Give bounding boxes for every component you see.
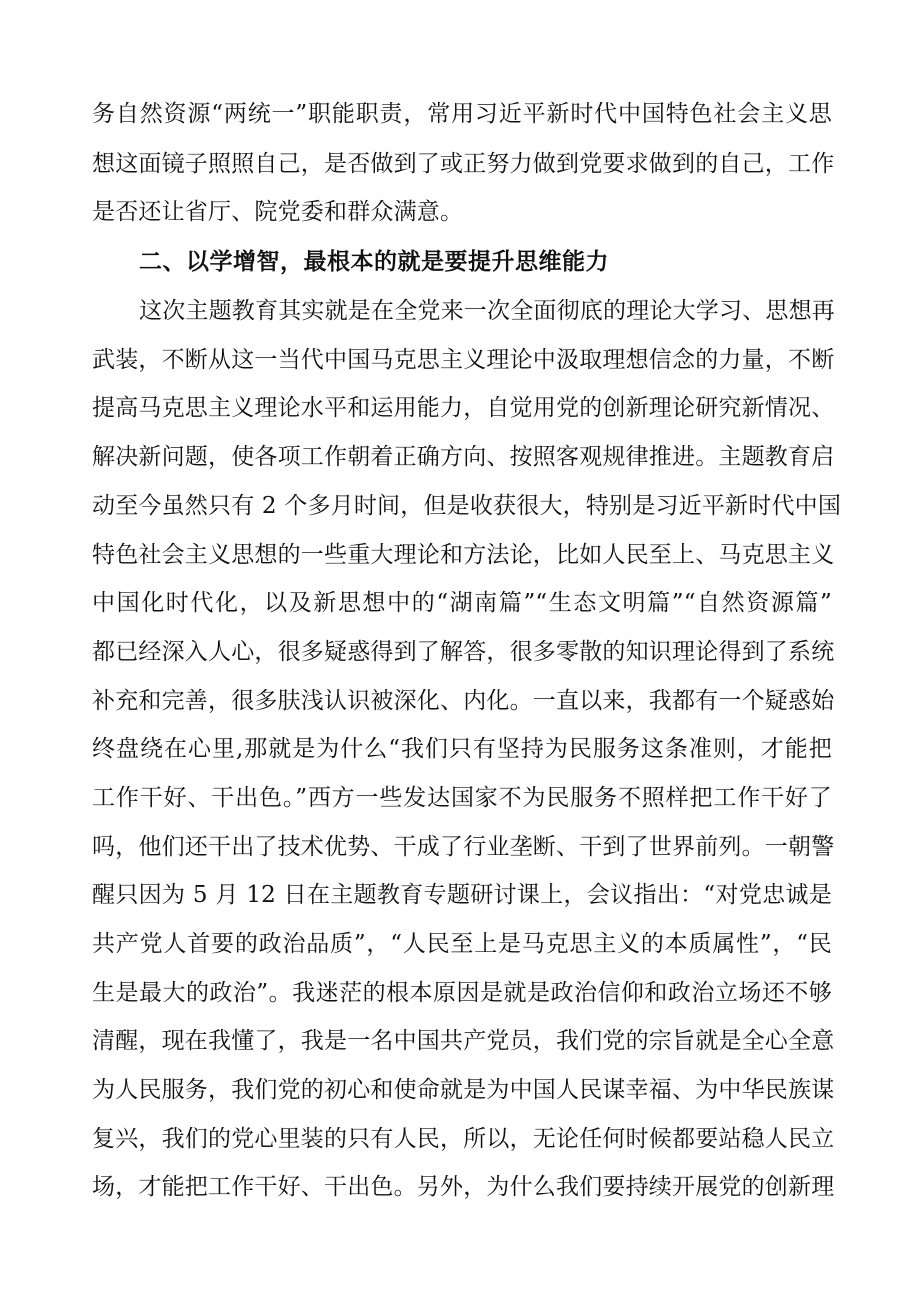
text-line: 生是最大的政治”。我迷茫的根本原因是就是政治信仰和政治立场还不够: [92, 980, 832, 1006]
text-line: 为人民服务，我们党的初心和使命就是为中国人民谋幸福、为中华民族谋: [92, 1077, 835, 1103]
text-line: 是否还让省厅、院党委和群众满意。: [92, 199, 464, 225]
text-line: 特色社会主义思想的一些重大理论和方法论，比如人民至上、马克思主义: [92, 542, 835, 568]
text-line: 清醒，现在我懂了，我是一名中国共产党员，我们党的宗旨就是全心全意: [92, 1028, 835, 1054]
text-line: 解决新问题，使各项工作朝着正确方向、按照客观规律推进。主题教育启: [92, 444, 835, 470]
text-line: 场，才能把工作干好、干出色。另外，为什么我们要持续开展党的创新理: [92, 1174, 835, 1200]
section-heading: 二、以学增智，最根本的就是要提升思维能力: [139, 249, 609, 275]
text-line: 想这面镜子照照自己，是否做到了或正努力做到党要求做到的自己，工作: [92, 151, 835, 177]
text-line: 补充和完善，很多肤浅认识被深化、内化。一直以来，我都有一个疑惑始: [92, 688, 835, 714]
text-line: 这次主题教育其实就是在全党来一次全面彻底的理论大学习、思想再: [139, 298, 835, 324]
text-line: 复兴，我们的党心里装的只有人民，所以，无论任何时候都要站稳人民立: [92, 1126, 835, 1152]
text-line: 提高马克思主义理论水平和运用能力，自觉用党的创新理论研究新情况、: [92, 395, 835, 421]
text-line: 务自然资源“两统一”职能职责，常用习近平新时代中国特色社会主义思: [92, 101, 832, 127]
text-line: 武装，不断从这一当代中国马克思主义理论中汲取理想信念的力量，不断: [92, 347, 835, 373]
text-line: 终盘绕在心里,那就是为什么“我们只有坚持为民服务这条准则，才能把: [92, 736, 832, 762]
text-line: 都已经深入人心，很多疑惑得到了解答，很多零散的知识理论得到了系统: [92, 639, 835, 665]
text-line: 吗，他们还干出了技术优势、干成了行业垄断、干到了世界前列。一朝警: [92, 834, 835, 860]
text-line: 共产党人首要的政治品质”，“人民至上是马克思主义的本质属性”，“民: [92, 931, 832, 957]
text-line: 中国化时代化，以及新思想中的“湖南篇”“生态文明篇”“自然资源篇”: [92, 590, 832, 616]
text-line: 工作干好、干出色。”西方一些发达国家不为民服务不照样把工作干好了: [92, 785, 832, 811]
text-line: 动至今虽然只有 2 个多月时间，但是收获很大，特别是习近平新时代中国: [92, 493, 842, 519]
text-line: 醒只因为 5 月 12 日在主题教育专题研讨课上，会议指出：“对党忠诚是: [92, 882, 832, 908]
